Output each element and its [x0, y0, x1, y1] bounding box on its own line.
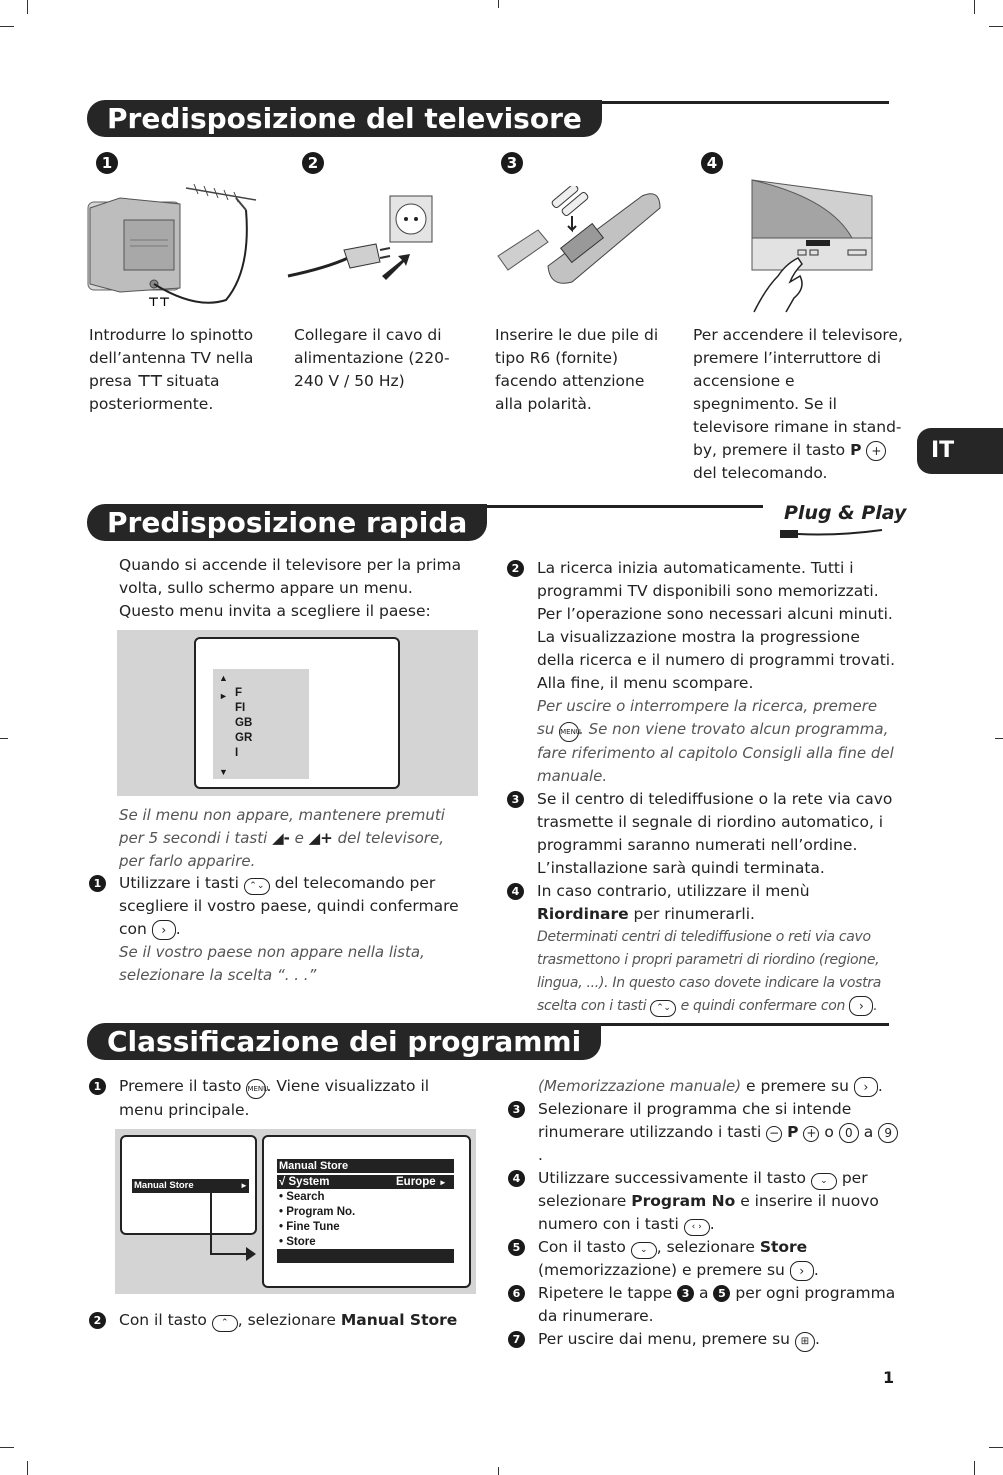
- section-title-setup: Predisposizione del televisore: [87, 100, 602, 137]
- menu-item-search[interactable]: • Search: [279, 1191, 325, 1203]
- country-option[interactable]: F: [235, 687, 243, 699]
- page-number: 1: [883, 1368, 895, 1387]
- power-plug-illustration: [286, 190, 446, 290]
- list-number: 1: [89, 1078, 106, 1095]
- volume-key-icon: ◢: [272, 829, 284, 847]
- list-number: 4: [508, 1170, 525, 1187]
- manual-store-menu-screen: [115, 1129, 476, 1294]
- menu-not-shown-note: Se il menu non appare, mantenere premuti per 5 secondi i tasti ◢- e ◢+ del televisore, per farlo apparire.: [119, 806, 445, 870]
- list-number: 3: [508, 1101, 525, 1118]
- menu-value-system[interactable]: Europe ►: [396, 1176, 447, 1188]
- country-option[interactable]: I: [235, 747, 239, 759]
- step-number: 3: [501, 152, 523, 174]
- country-option[interactable]: FI: [235, 702, 246, 714]
- remote-batteries-illustration: [492, 186, 667, 291]
- right-key-icon: ›: [790, 1261, 814, 1281]
- country-option[interactable]: GR: [235, 732, 253, 744]
- menu-item-store[interactable]: • Store: [279, 1236, 316, 1248]
- menu-item-fine-tune[interactable]: • Fine Tune: [279, 1221, 340, 1233]
- section-divider: [445, 505, 763, 508]
- up-down-keys-icon: ⌃⌄: [650, 1000, 676, 1017]
- section-divider: [557, 1023, 889, 1026]
- step-4-text: Per accendere il televisore, premere l’interruttore di accensione e spegnimento. Se il televisore rimane in stand-by, premere il tasto P + del telecomando.: [693, 326, 903, 482]
- left-right-keys-icon: ‹ ›: [684, 1219, 710, 1236]
- list-number: 4: [507, 883, 524, 900]
- menu-key-icon: MENU: [246, 1079, 266, 1099]
- language-tab: IT: [917, 428, 1003, 474]
- step-number: 1: [96, 152, 118, 174]
- right-key-icon: ›: [854, 1077, 878, 1097]
- step-3-text: Inserire le due pile di tipo R6 (fornite) facendo attenzione alla polarità.: [495, 326, 659, 413]
- quick-setup-items-right: 2 La ricerca inizia automaticamente. Tutti i programmi TV disponibili sono memorizzati. Per l’operazione sono necessari alcuni minuti. La visualizzazione mostra la progressione della ricerca e il numero di programmi trovati. Alla fine, il menu scompare. Per uscire o interrompere la ricerca, premere su MENU. Se non viene trovato alcun programma, fare riferimento al capitolo Consigli alla fine del manuale. 3 Se il centro di telediffusione o la rete via cavo trasmette il segnale di riordino automatico, i programmi saranno numerati nell’ordine. L’installazione sarà quindi terminata. 4 In caso contrario, utilizzare il menù Riordinare per rinumerarli. Determinati centri di telediffusione o reti via cavo trasmettono i propri parametri di riordino (regione, lingua, ...). In questo caso dovete indicare la vostra scelta con i tasti ⌃⌄ e quindi confermare con › .: [507, 557, 899, 1018]
- selection-arrow-icon: ►: [219, 691, 228, 701]
- list-number: 2: [89, 1312, 106, 1329]
- step-1-text: Introdurre lo spinotto dell’antenna TV nella presa ⊤⊤ situata posteriormente.: [89, 326, 254, 413]
- step-number: 2: [302, 152, 324, 174]
- menu-key-icon: MENU: [559, 722, 579, 742]
- right-key-icon: ›: [849, 996, 873, 1016]
- list-number: 1: [89, 875, 106, 892]
- up-key-icon: ⌃: [212, 1315, 238, 1332]
- svg-text:⊤⊤: ⊤⊤: [148, 295, 170, 309]
- digit-0-key-icon: 0: [839, 1123, 859, 1143]
- step-2-text: Collegare il cavo di alimentazione (220-240 V / 50 Hz): [294, 326, 450, 390]
- plus-key-icon: +: [803, 1126, 819, 1142]
- list-number: 2: [507, 560, 524, 577]
- right-key-icon: ›: [152, 920, 176, 940]
- down-key-icon: ⌄: [811, 1173, 837, 1190]
- list-number: 3: [507, 791, 524, 808]
- sorting-items-right: (Memorizzazione manuale) e premere su › . 3 Selezionare il programma che si intende rinumerare utilizzando i tasti − P + o 0 a 9. 4 Utilizzare successivamente il tasto ⌄ per selezionare Program No e inserire il nuovo numero con i tasti ‹ › . 5 Con il tasto ⌄ , selezionare Store (memorizzazione) e premere su › . 6 Ripetere le tappe 3 a 5 per ogni programma da rinumerare. 7 Per uscire dai menu, premere su ⊞ .: [508, 1075, 900, 1352]
- arrow-right-icon: [246, 1247, 256, 1261]
- submenu-arrow-icon: ►: [438, 1178, 447, 1187]
- step-number: 4: [701, 152, 723, 174]
- step-ref-badge: 3: [677, 1285, 694, 1302]
- digit-9-key-icon: 9: [878, 1123, 898, 1143]
- sorting-item-2: 2 Con il tasto ⌃ , selezionare Manual Store: [89, 1309, 477, 1332]
- plug-icon: [778, 524, 888, 542]
- up-down-keys-icon: ⌃⌄: [244, 878, 270, 895]
- tv-antenna-illustration: [86, 180, 266, 310]
- plug-and-play-logo: Plug & Play: [784, 502, 907, 524]
- list-number: 7: [508, 1331, 525, 1348]
- step-ref-badge: 5: [713, 1285, 730, 1302]
- menu-item-program-no[interactable]: • Program No.: [279, 1206, 356, 1218]
- scroll-down-arrow-icon: ▼: [219, 767, 228, 777]
- menu-item-system[interactable]: √ System: [279, 1176, 330, 1188]
- tv-power-button-illustration: [740, 178, 880, 318]
- submenu-arrow-icon: ►: [240, 1181, 248, 1190]
- volume-key-icon: ◢: [308, 829, 321, 847]
- list-number: 5: [508, 1239, 525, 1256]
- menu-item-manual-store[interactable]: Manual Store: [134, 1180, 194, 1191]
- menu-title: Manual Store: [279, 1160, 349, 1172]
- country-menu-screen: [117, 630, 478, 796]
- section-title-quick-setup: Predisposizione rapida: [87, 504, 487, 541]
- country-option[interactable]: GB: [235, 717, 253, 729]
- quick-setup-item-1: 1 Utilizzare i tasti ⌃⌄ del telecomando per scegliere il vostro paese, quindi confermare con › . Se il vostro paese non appare nella lista, selezionare la scelta “. . .”: [89, 872, 473, 987]
- minus-key-icon: −: [766, 1126, 782, 1142]
- antenna-socket-icon: ⊤⊤: [136, 372, 162, 390]
- list-number: 6: [508, 1285, 525, 1302]
- sorting-item-1: 1 Premere il tasto MENU. Viene visualizzato il menu principale.: [89, 1075, 477, 1122]
- scroll-up-arrow-icon: ▲: [219, 673, 228, 683]
- exit-menu-key-icon: ⊞: [795, 1332, 815, 1352]
- section-title-program-sorting: Classificazione dei programmi: [87, 1023, 601, 1060]
- plus-key-icon: +: [866, 441, 886, 461]
- quick-setup-intro: Quando si accende il televisore per la prima volta, sullo schermo appare un menu. Questo menu invita a scegliere il paese:: [119, 556, 462, 620]
- down-key-icon: ⌄: [631, 1242, 657, 1259]
